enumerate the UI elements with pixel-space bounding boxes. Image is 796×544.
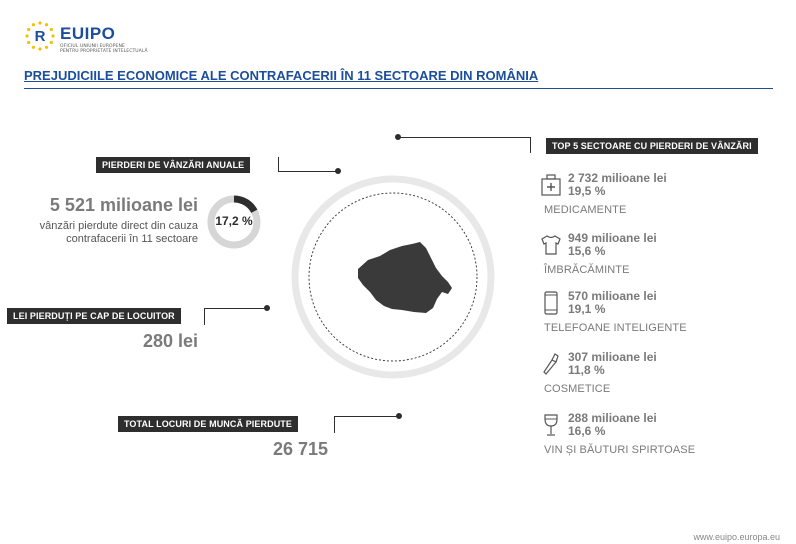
sector-item (540, 171, 780, 227)
jobs-connector-dot (396, 413, 402, 419)
sector-name: MEDICAMENTE (544, 204, 627, 216)
brand-ipo: IPO (84, 24, 116, 43)
sector-percent: 19,1 % (568, 302, 606, 316)
center-circle-graphic (288, 172, 498, 382)
sector-name: TELEFOANE INTELIGENTE (544, 322, 687, 334)
page-title: PREJUDICIILE ECONOMICE ALE CONTRAFACERII ÎN 11 SECTOARE DIN ROMÂNIA (24, 68, 539, 83)
tshirt-icon (540, 233, 562, 257)
sector-amount: 949 milioane lei (568, 231, 657, 245)
per-capita-connector-dot (264, 305, 270, 311)
brand-eu: EU (60, 24, 85, 43)
sector-item (540, 350, 780, 406)
cosmetics-icon (540, 352, 562, 376)
annual-loss-label: PIERDERI DE VÂNZĂRI ANUALE (96, 157, 250, 173)
sector-percent: 19,5 % (568, 184, 606, 198)
top-sectors-connector-v (530, 137, 531, 153)
per-capita-value: 280 lei (142, 331, 198, 351)
sector-name: COSMETICE (544, 383, 611, 395)
sector-name: VIN ȘI BĂUTURI SPIRTOASE (544, 444, 696, 456)
jobs-connector-v (334, 416, 335, 433)
medicine-kit-icon (540, 173, 562, 197)
annual-connector-h (278, 171, 336, 172)
brand-subtitle-line2: PENTRU PROPRIETATE INTELECTUALĂ (60, 49, 148, 54)
brand-subtitle-line1: OFICIUL UNIUNII EUROPENE (60, 44, 125, 49)
sector-percent: 16,6 % (568, 424, 606, 438)
annual-connector-dot (335, 168, 341, 174)
title-divider (24, 88, 773, 89)
per-capita-connector-h (204, 308, 266, 309)
wine-glass-icon (540, 413, 562, 437)
top-sectors-connector-h (398, 137, 531, 138)
brand-wordmark (60, 24, 115, 44)
sector-percent: 11,8 % (568, 363, 605, 377)
sector-amount: 288 milioane lei (568, 411, 657, 425)
sector-name: ÎMBRĂCĂMINTE (544, 264, 630, 276)
sector-amount: 307 milioane lei (568, 350, 657, 364)
annual-loss-percent: 17,2 % (215, 214, 253, 228)
jobs-connector-h (334, 416, 398, 417)
per-capita-connector-v (204, 308, 205, 325)
sector-item (540, 231, 780, 287)
sector-amount: 570 milioane lei (568, 289, 657, 303)
footer-website-link[interactable]: www.euipo.europa.eu (693, 532, 780, 542)
per-capita-label: LEI PIERDUȚI PE CAP DE LOCUITOR (7, 308, 181, 324)
sector-item (540, 289, 780, 345)
smartphone-icon (540, 291, 562, 315)
jobs-value: 26 715 (272, 439, 328, 459)
jobs-label: TOTAL LOCURI DE MUNCĂ PIERDUTE (118, 416, 298, 432)
sector-item (540, 411, 780, 467)
sector-percent: 15,6 % (568, 244, 606, 258)
euipo-emblem-icon (24, 20, 56, 52)
euipo-logo (24, 20, 174, 58)
annual-loss-amount: 5 521 milioane lei (49, 195, 198, 215)
annual-connector-v (278, 157, 279, 172)
annual-loss-description: vânzări pierdute direct din cauza contrafacerii în 11 sectoare (39, 220, 198, 245)
svg-text:R: R (34, 28, 46, 45)
top-sectors-label: TOP 5 SECTOARE CU PIERDERI DE VÂNZĂRI (546, 138, 758, 154)
sector-amount: 2 732 milioane lei (568, 171, 667, 185)
romania-map-icon (358, 242, 452, 313)
